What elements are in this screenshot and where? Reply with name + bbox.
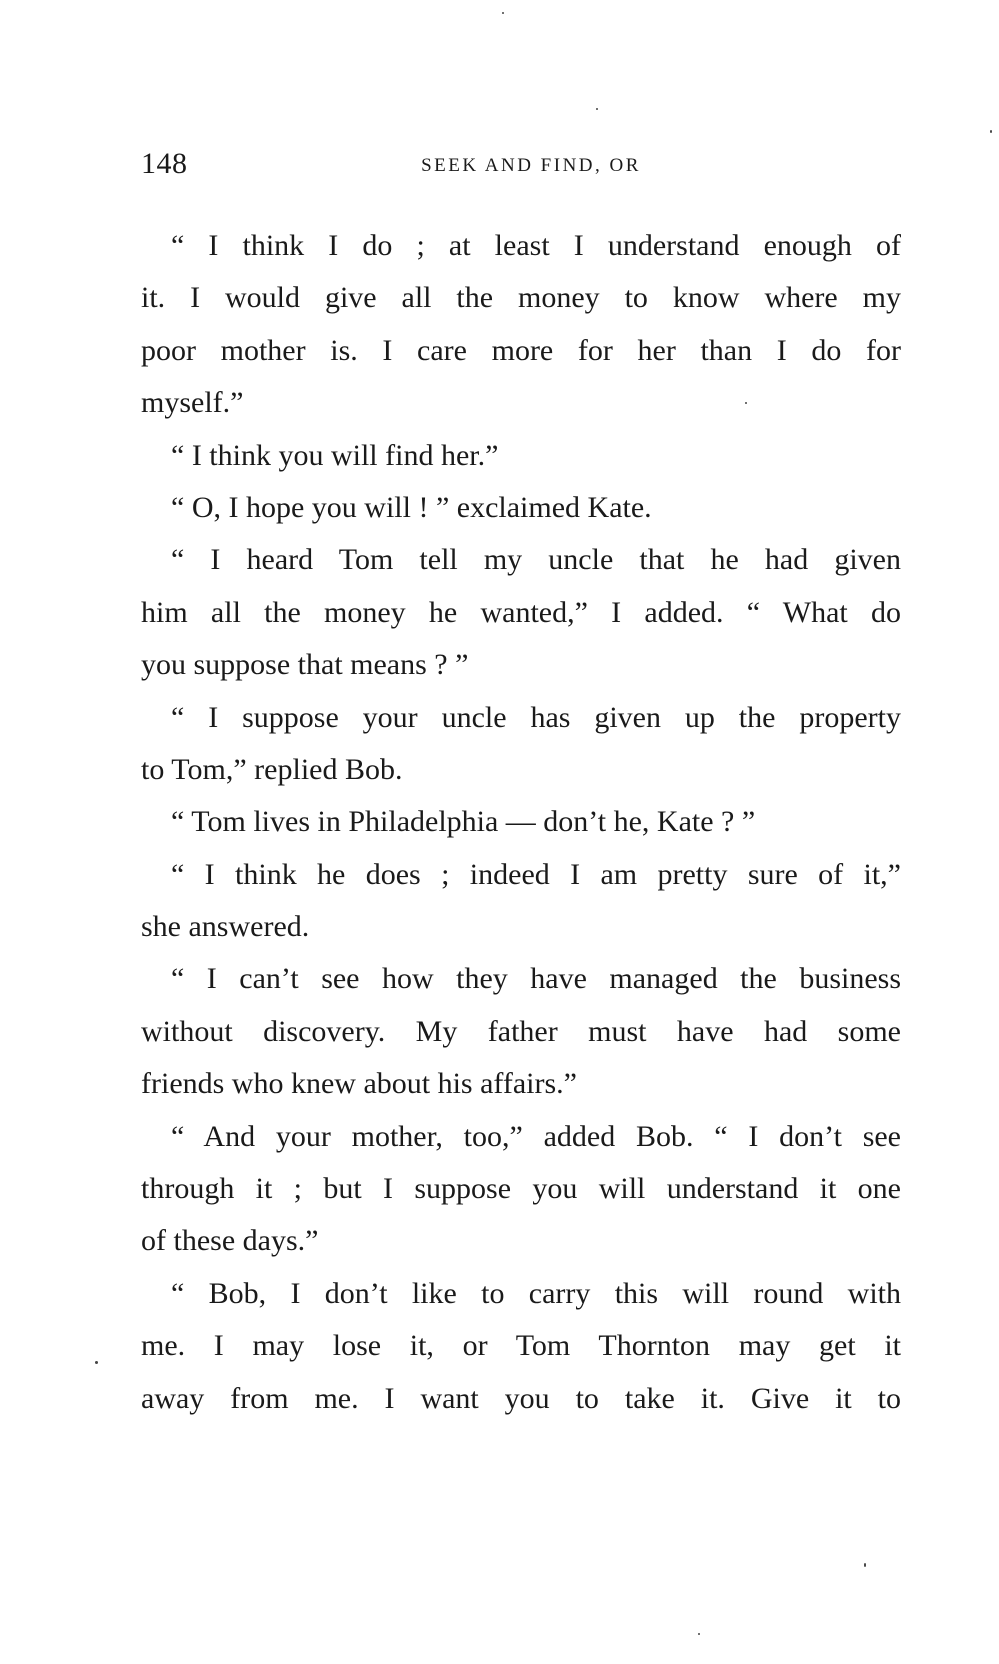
text-line: myself.” [141,386,244,420]
scan-speck [596,108,598,110]
scan-speck [864,1563,866,1567]
text-line: to Tom,” replied Bob. [141,752,403,786]
text-line: away from me. I want you to take it. Give it to [141,1381,901,1415]
text-line: she answered. [141,910,310,944]
scan-speck [698,1633,700,1635]
text-line: it. I would give all the money to know where my [141,281,901,315]
scan-speck [95,1361,98,1364]
text-line: of these days.” [141,1224,319,1258]
text-line: friends who knew about his affairs.” [141,1067,577,1101]
text-line: “ And your mother, too,” added Bob. “ I don’t see [171,1119,901,1153]
page-number: 148 [141,147,188,180]
text-line: me. I may lose it, or Tom Thornton may get it [141,1329,901,1363]
scan-speck [990,130,992,133]
text-line: “ O, I hope you will ! ” exclaimed Kate. [171,490,652,524]
text-line: you suppose that means ? ” [141,648,469,682]
running-head [141,144,901,184]
running-title: SEEK AND FIND, OR [421,155,641,176]
text-line: “ I heard Tom tell my uncle that he had given [171,543,901,577]
scan-speck [745,402,747,404]
text-line: “ I think you will find her.” [171,438,499,472]
text-line: “ I can’t see how they have managed the business [171,962,901,996]
text-line: “ I suppose your uncle has given up the property [171,700,901,734]
text-line: through it ; but I suppose you will understand it one [141,1172,901,1206]
text-line: him all the money he wanted,” I added. “ What do [141,595,901,629]
text-line: poor mother is. I care more for her than I do for [141,333,901,367]
scan-speck [502,12,504,14]
text-line: “ Tom lives in Philadelphia — don’t he, Kate ? ” [171,805,756,839]
text-line: “ I think I do ; at least I understand enough of [171,229,901,262]
text-line: without discovery. My father must have had some [141,1014,901,1048]
text-line: “ Bob, I don’t like to carry this will round with [171,1276,901,1310]
body-text [141,220,901,1425]
text-line: “ I think he does ; indeed I am pretty sure of it,” [171,857,901,891]
